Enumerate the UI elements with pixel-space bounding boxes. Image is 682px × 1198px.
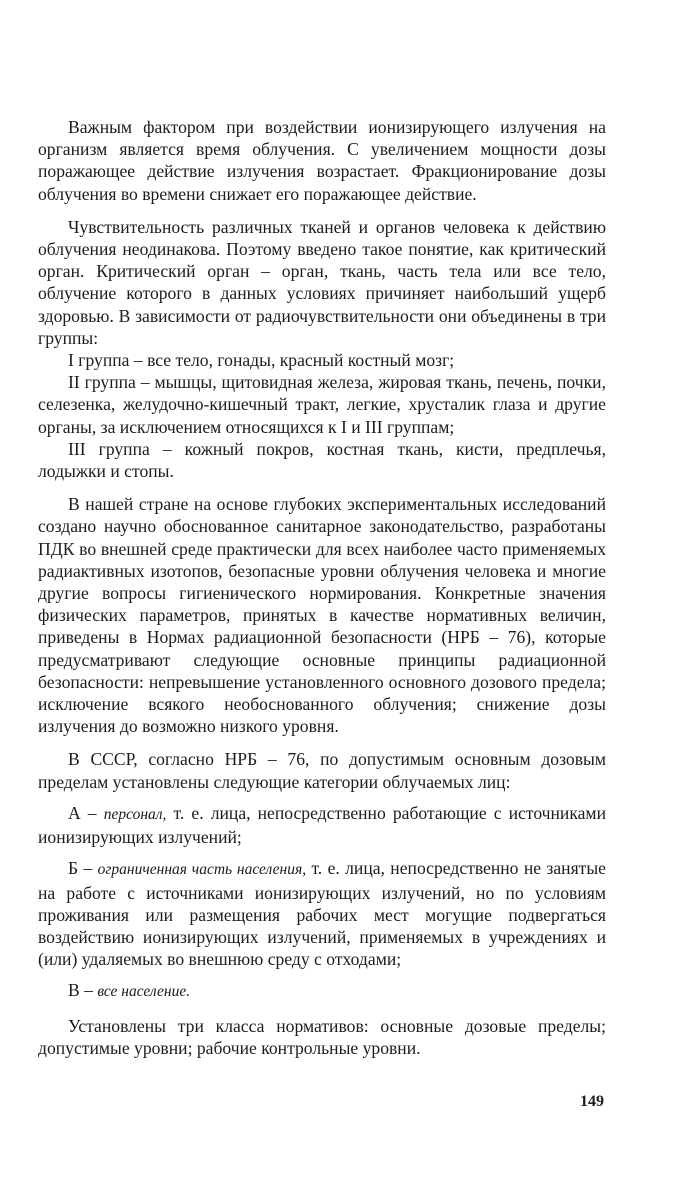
paragraph-categories-intro: В СССР, согласно НРБ – 76, по допустимым основным дозовым пределам установлены следующие категории облучаемых лиц: bbox=[38, 749, 606, 792]
page-number: 149 bbox=[580, 1093, 604, 1110]
page-text-body bbox=[38, 116, 606, 1059]
category-prefix: Б – bbox=[68, 858, 98, 879]
paragraph-critical-organ: Чувствительность различных тканей и органов человека к действию облучения неодинакова. Поэтому введено такое понятие, как критический орган. Критический орган – орган, ткань, часть тела или все тело, облучение которого в данных условиях причиняет наибольший ущерб здоровью. В зависимости от радиочувствительности они объединены в три группы: bbox=[38, 216, 606, 348]
paragraph-norm-classes: Установлены три класса нормативов: основные дозовые пределы; допустимые уровни; рабочие контрольные уровни. bbox=[38, 1015, 606, 1058]
list-item-category-a bbox=[38, 802, 606, 848]
category-text: т. е. лица, непосредственно работающие с источниками ионизирующих излучений; bbox=[38, 802, 606, 848]
list-item-group-1: I группа – все тело, гонады, красный костный мозг; bbox=[68, 350, 455, 371]
category-prefix: А – bbox=[68, 802, 104, 823]
list-item-group-2: II группа – мышцы, щитовидная железа, жировая ткань, печень, почки, селезенка, желудочно-кишечный тракт, легкие, хрусталик глаза и другие органы, за исключением относящихся к I и III группам; bbox=[38, 372, 606, 437]
paragraph-legislation: В нашей стране на основе глубоких экспериментальных исследований создано научно обоснованное санитарное законодательство, разработаны ПДК во внешней среде практически для всех наиболее часто применяемых радиактивных изотопов, безопасные уровни облучения человека и многие другие вопросы гигиенического нормирования. Конкретные значения физических параметров, принятых в качестве нормативных величин, приведены в Нормах радиационной безопасности (НРБ – 76), которые предусматривают следующие основные принципы радиационной безопасности: непревышение установленного основного дозового предела; исключение всякого необоснованного облучения; снижение дозы излучения до возможно низкого уровня. bbox=[38, 494, 606, 737]
category-term: все население. bbox=[97, 983, 191, 1001]
category-prefix: В – bbox=[68, 980, 98, 1001]
paragraph-exposure-time: Важным фактором при воздействии ионизирующего излучения на организм является время облучения. С увеличением мощности дозы поражающее действие излучения возрастает. Фракционирование дозы облучения во времени снижает его поражающее действие. bbox=[38, 117, 606, 204]
category-term: персонал, bbox=[103, 805, 167, 823]
list-item-group-3: III группа – кожный покров, костная ткань, кисти, предплечья, лодыжки и стопы. bbox=[38, 438, 606, 482]
category-text: т. е. лица, непосредственно не занятые на работе с источниками ионизирующих излучений, но по условиям проживания или размещения рабочих мест могущие подвергаться воздействию ионизирующих излучений, применяемых в учреждениях и (или) удаляемых во внешнюю среду с отходами; bbox=[38, 858, 606, 970]
list-item-category-b bbox=[38, 857, 606, 970]
category-term: ограниченная часть населения, bbox=[97, 861, 307, 879]
list-item-category-c bbox=[38, 979, 606, 1003]
